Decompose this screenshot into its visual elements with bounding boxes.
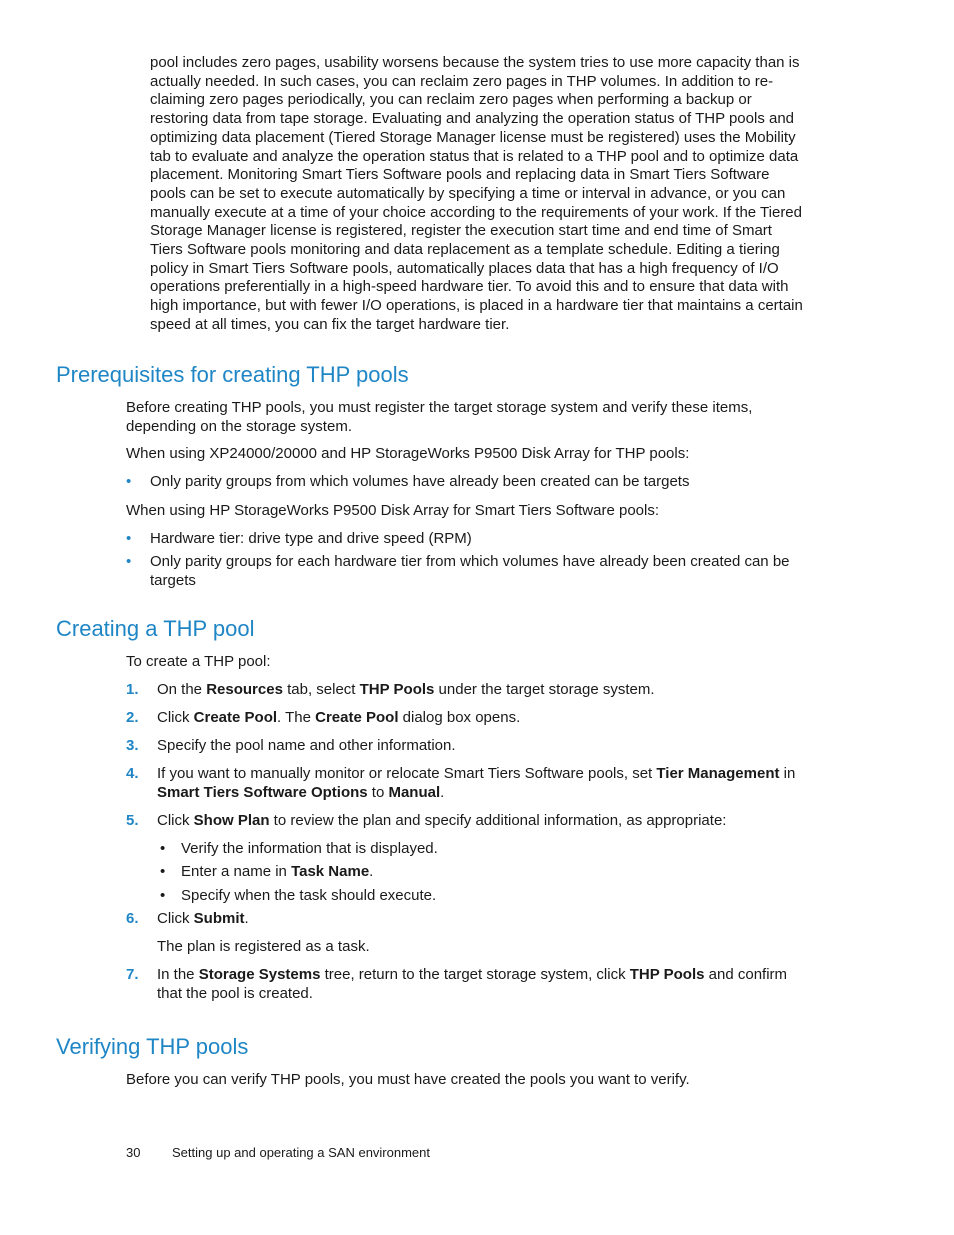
page-number: 30 — [126, 1145, 141, 1160]
prereq-paragraph-2: When using XP24000/20000 and HP StorageWorks P9500 Disk Array for THP pools: — [126, 445, 690, 462]
bullet-glyph: • — [126, 530, 132, 547]
document-page: pool includes zero pages, usability worsens because the system tries to use more capacity than is actually needed. In such cases, you can reclaim zero pages in THP volumes. In addition to re-claiming zero pages periodically, you can reclaim zero pages when performing a backup or restoring data from tape storage. Evaluating and analyzing the operation status of THP pools and optimizing data placement (Tiered Storage Manager license must be registered) uses the Mobility tab to evaluate and analyze the operation status that is related to a THP pool and to optimize data placement. Monitoring Smart Tiers Software pools and replacing data in Smart Tiers Software pools can be set to execute automatically by specifying a time or interval in advance, or you can manually execute at a time of your choice according to the requirements of your work. If the Tiered Storage Manager license is registered, register the execution start time and end time of Smart Tiers Software pools monitoring and data replacement as a template schedule. Editing a tiering policy in Smart Tiers Software pools, automatically places data that has a high frequency of I/O operations preferentially in a high-speed hardware tier. To avoid this and to ensure that data with high importance, but with fewer I/O operations, is placed in a hardware tier that maintains a certain speed at all times, you can fix the target hardware tier. Prerequisites for creating THP pools Before creating THP pools, you must register the target storage system and verify these items, depending on the storage system. When using XP24000/20000 and HP StorageWorks P9500 Disk Array for THP pools: • Only parity groups from which volumes have already been created can be targets When using HP StorageWorks P9500 Disk Array for Smart Tiers Software pools: • Hardware tier: drive type and drive speed (RPM) • Only parity groups for each hardware tier from which volumes have already been created can be targets Creating a THP pool To create a THP pool: 1. On the Resources tab, select THP Pools under the target storage system. 2. Click Create Pool. The Create Pool dialog box opens. 3. Specify the pool name and other information. 4. If you want to manually monitor or relocate Smart Tiers Software pools, set Tier Management in Smart Tiers Software Options to Manual. 5. Click Show Plan to review the plan and specify additional information, as appropriate: • Verify the information that is displayed. • Enter a name in Task Name. • Specify when the task should execute. 6. Click Submit. The plan is registered as a task. 7. In the Storage Systems tree, return to the target storage system, click THP Pools and confirm that the pool is created. Verifying THP pools Before you can verify THP pools, you must have created the pools you want to verify. 30 Setting up and operating a SAN environment — [0, 0, 954, 1235]
step-6-note: The plan is registered as a task. — [157, 938, 370, 955]
intro-paragraph: pool includes zero pages, usability worsens because the system tries to use more capacity than is actually needed. In such cases, you can reclaim zero pages in THP volumes. In addition to re-claiming zero pages periodically, you can reclaim zero pages when performing a backup or restoring data from tape storage. Evaluating and analyzing the operation status of THP pools and optimizing data placement (Tiered Storage Manager license must be registered) uses the Mobility tab to evaluate and analyze the operation status that is related to a THP pool and to optimize data placement. Monitoring Smart Tiers Software pools and replacing data in Smart Tiers Software pools can be set to execute automatically by specifying a time or interval in advance, or you can manually execute at a time of your choice according to the requirements of your work. If the Tiered Storage Manager license is registered, register the execution start time and end time of Smart Tiers Software pools monitoring and data replacement as a template schedule. Editing a tiering policy in Smart Tiers Software pools, automatically places data that has a high frequency of I/O operations preferentially in a high-speed hardware tier. To avoid this and to ensure that data with high importance, but with fewer I/O operations, is placed in a hardware tier that maintains a certain speed at all times, you can fix the target hardware tier. — [150, 54, 803, 333]
footer-title: Setting up and operating a SAN environment — [172, 1145, 431, 1160]
heading-creating: Creating a THP pool — [56, 616, 255, 641]
verify-paragraph: Before you can verify THP pools, you must have created the pools you want to verify. — [126, 1071, 690, 1088]
prereq-paragraph-3: When using HP StorageWorks P9500 Disk Array for Smart Tiers Software pools: — [126, 502, 659, 519]
bullet-glyph: • — [126, 473, 132, 490]
heading-verifying: Verifying THP pools — [56, 1034, 249, 1059]
create-intro: To create a THP pool: — [126, 653, 271, 670]
prereq-paragraph-1: Before creating THP pools, you must register the target storage system and verify these items, depending on the storage system. — [126, 399, 753, 435]
heading-prerequisites: Prerequisites for creating THP pools — [56, 362, 409, 387]
bullet-glyph: • — [126, 553, 132, 570]
